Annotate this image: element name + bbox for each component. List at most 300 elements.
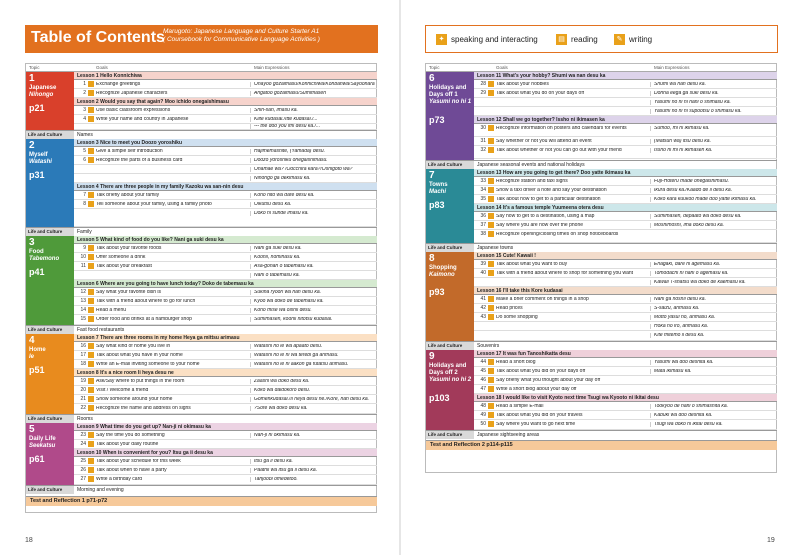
goal-number: 18: [80, 361, 86, 367]
goal-number: 42: [480, 305, 486, 311]
table-row: [474, 420, 777, 430]
main-expression: Watashi no ie wa apaato desu.: [250, 344, 375, 349]
life-culture-label: Life and Culture: [26, 414, 74, 423]
topic-name-jp: Seekatsu: [29, 443, 56, 449]
speaking-icon: [488, 147, 494, 153]
table-row: [74, 209, 377, 227]
goal-text: Talk about what you did on your days off: [496, 369, 586, 374]
goal-number: 19: [80, 378, 86, 384]
main-expression: Koko wa daidokoro desu.: [250, 388, 375, 393]
topic-title: [29, 85, 56, 99]
life-culture-label: Life and Culture: [426, 160, 474, 169]
topic-name: Japanese: [29, 85, 57, 91]
table-row: [74, 147, 377, 156]
table-row: [74, 386, 377, 395]
main-expression: Watashi no ie ni aakon ga futatsu arimasu.: [250, 362, 375, 367]
table-row: [474, 313, 777, 322]
main-expression: Yasumi no hi ni supootsu o shimasu ka.: [650, 109, 775, 114]
table-row: [74, 297, 377, 306]
title-bar: [25, 25, 378, 53]
topic-page: p21: [29, 103, 45, 113]
reading-icon: [488, 178, 494, 184]
topic-number: 6: [429, 73, 435, 84]
goal-number: 2: [83, 90, 86, 96]
goal-number: 14: [80, 307, 86, 313]
speaking-icon: [488, 213, 494, 219]
main-expression: Mata ikimasu ka.: [650, 369, 775, 374]
goal-number: 4: [83, 116, 86, 122]
topic-title: [429, 182, 448, 196]
table-row: [474, 107, 777, 116]
speaking-icon: [488, 368, 494, 374]
goal-text: Write an E-mail inviting someone to your home: [96, 362, 200, 367]
life-culture-label: Life and Culture: [26, 485, 74, 494]
main-expression: Sukina ryoori wa nan desu ka.: [250, 290, 375, 295]
goal-number: 44: [480, 359, 486, 365]
main-expression: Nani ga suki desu ka.: [250, 246, 375, 251]
topic-title: [429, 265, 457, 279]
goal-number: 47: [480, 386, 486, 392]
goal-text: Say where you are now over the phone: [496, 223, 583, 228]
goal-number: 8: [83, 201, 86, 207]
topic-name-jp: Machi: [429, 189, 447, 195]
goal-text: Show a taxi driver a note and say your destination: [496, 188, 607, 193]
topic-name-jp: Ie: [29, 354, 35, 360]
table-row: [74, 306, 377, 315]
table-row: [74, 475, 377, 485]
main-expression: Itsu ga ii desu ka.: [250, 459, 375, 464]
table-row: [474, 195, 777, 204]
speaking-icon: [88, 298, 94, 304]
main-expression: --- the doo you imi desu ka./...: [250, 124, 375, 129]
table-row: [474, 80, 777, 89]
speaking-icon: [88, 263, 94, 269]
goal-text: Recognize the parts of a business card: [96, 158, 183, 163]
goal-number: 48: [480, 403, 486, 409]
topic-number: 2: [29, 140, 35, 151]
topic-page: p51: [29, 365, 45, 375]
main-expression: Doko ni sunde imasu ka.: [250, 211, 375, 216]
topic-name: Myself: [29, 152, 48, 158]
speaking-icon: [88, 396, 94, 402]
topic-title: [29, 436, 56, 450]
life-culture-label: Life and Culture: [426, 430, 474, 439]
subtitle-line: ( Coursebook for Communicative Language Activities ): [163, 36, 320, 43]
table-row: [74, 156, 377, 165]
main-expression: Tomodachi ni nani o agemasu ka.: [650, 271, 775, 276]
goal-text: Exchange greetings: [96, 82, 141, 87]
topic-title: [29, 152, 52, 166]
topic-title: [429, 363, 474, 384]
goal-number: 23: [80, 432, 86, 438]
main-expression: Nani ga hoshii desu ka.: [650, 297, 775, 302]
topic-name-jp: Kaimono: [429, 272, 455, 278]
topic-name: Food: [29, 249, 44, 255]
table-row: [74, 288, 377, 297]
table-row: [74, 106, 377, 115]
speaking-icon: [488, 421, 494, 427]
goal-number: 20: [80, 387, 86, 393]
goal-text: Talk about what you do on your days off: [496, 91, 585, 96]
lesson-heading: Lesson 10 When is convenient for you? Itsu ga ii desu ka: [74, 449, 377, 457]
legend: [425, 25, 778, 53]
lesson-heading: Lesson 18 I would like to visit Kyoto next time Tsugi wa Kyooto ni ikitai desu: [474, 394, 777, 402]
goal-number: 26: [80, 467, 86, 473]
speaking-icon: [88, 254, 94, 260]
goal-number: 40: [480, 270, 486, 276]
lesson-heading: Lesson 2 Would you say that again? Moo ichido onegaishimasu: [74, 98, 377, 106]
main-expression: Shumi wa nan desu ka.: [650, 82, 775, 87]
goal-text: Talk about how to get to a particular destination: [496, 197, 601, 202]
goal-text: Say what your favorite dish is: [96, 290, 162, 295]
legend-label: speaking and interacting: [451, 35, 538, 44]
goal-text: Write your name and country in Japanese: [96, 117, 189, 122]
goal-number: 12: [80, 289, 86, 295]
goal-text: Recognize station and taxi signs: [496, 179, 568, 184]
table-row: [474, 89, 777, 98]
goal-text: Talk about your breakfast: [96, 264, 152, 269]
main-expression: Tookyoo de nani o shimashita ka.: [650, 404, 775, 409]
main-expression: Kabuki wa doo deshita ka.: [650, 413, 775, 418]
goal-text: Ask/Say where to put things in the room: [96, 379, 185, 384]
goal-number: 32: [480, 147, 486, 153]
goal-text: Talk with a friend about where to shop for something you want: [496, 271, 634, 276]
main-expression: Yasumi no hi ni nani o shimasu ka.: [650, 100, 775, 105]
goal-text: Talk about your schedule for this week: [96, 459, 181, 464]
main-expression: Tsugi wa doko ni ikitai desu ka.: [650, 422, 775, 427]
table-row: [74, 377, 377, 386]
topic-page: p73: [429, 115, 445, 125]
table-row: [474, 304, 777, 313]
page-title: Table of Contents: [31, 29, 165, 46]
lesson-heading: Lesson 4 There are three people in my family Kazoku wa san-nin desu: [74, 183, 377, 191]
lesson-heading: Lesson 11 What's your hobby? Shumi wa nan desu ka: [474, 72, 777, 80]
topic-page: p41: [29, 267, 45, 277]
goal-number: 24: [80, 441, 86, 447]
lesson-heading: Lesson 7 There are three rooms in my home Heya ga mittsu arimasu: [74, 334, 377, 342]
topic-page: p61: [29, 454, 45, 464]
life-culture-topic: Japanese seasonal events and national holidays: [474, 160, 777, 169]
goal-text: Talk about what you did on your travels: [496, 413, 583, 418]
topic-9: [426, 350, 474, 438]
table-row: [474, 98, 777, 107]
goal-number: 31: [480, 138, 486, 144]
table-row: [74, 115, 377, 124]
speaking-icon: [488, 187, 494, 193]
lesson-heading: Lesson 12 Shall we go together? Issho ni ikimasen ka: [474, 116, 777, 124]
header-topic: Topic: [429, 65, 440, 70]
goal-text: Talk about your hobbies: [496, 82, 549, 87]
lesson-heading: Lesson 5 What kind of food do you like? Nani ga suki desu ka: [74, 236, 377, 244]
topic-title: [29, 347, 46, 361]
speaking-icon: [88, 441, 94, 447]
page-number: 18: [25, 537, 33, 544]
legend-item: [614, 34, 652, 45]
lesson-heading: Lesson 16 I'll take this Kore kudasai: [474, 287, 777, 295]
writing-icon: [88, 361, 94, 367]
goal-number: 11: [80, 263, 86, 269]
header-goals: Goals: [496, 65, 508, 70]
topic-number: 1: [29, 73, 35, 84]
table-row: [474, 146, 777, 159]
goal-number: 25: [80, 458, 86, 464]
goal-number: 17: [80, 352, 86, 358]
topic-number: 3: [29, 237, 35, 248]
table-row: [474, 385, 777, 394]
table-row: [74, 262, 377, 271]
table-row: [74, 395, 377, 404]
lesson-heading: Lesson 15 Cute! Kawaii !: [474, 252, 777, 260]
goal-number: 46: [480, 377, 486, 383]
goal-number: 9: [83, 245, 86, 251]
header-goals: Goals: [96, 65, 108, 70]
goal-text: Order food and drinks at a hamburger shop: [96, 317, 192, 322]
header-expressions: Main Expressions: [654, 65, 690, 70]
speaking-icon: [488, 377, 494, 383]
table-row: [74, 200, 377, 209]
speaking-icon: [88, 352, 94, 358]
topic-number: 4: [29, 335, 35, 346]
life-culture-topic: Family: [74, 227, 377, 236]
goal-text: Say the time you do something: [96, 433, 165, 438]
table-row: [74, 466, 377, 475]
goal-text: Say where you want to go next time: [496, 422, 576, 427]
life-culture-topic: Fast food restaurants: [74, 325, 377, 334]
goal-text: Talk briefly about your family: [96, 193, 160, 198]
goal-text: Visit / Welcome a friend: [96, 388, 149, 393]
topic-number: 8: [429, 253, 435, 264]
goal-text: Talk about your daily routine: [96, 442, 159, 447]
speaking-icon: [88, 289, 94, 295]
topic-name-jp: Yasumi no hi 1: [429, 99, 472, 105]
main-expression: Kite mitemo ii desu ka.: [650, 333, 775, 338]
goal-number: 3: [83, 107, 86, 113]
main-expression: Ohayoo gozaimasu/Konnichiwa/Konbanwa/Sayoonara: [250, 82, 375, 87]
lesson-heading: Lesson 14 It's a famous temple Yuumeena otera desu: [474, 204, 777, 212]
topic-7: [426, 169, 474, 249]
main-expression: Zaashi wa doko desu ka.: [250, 379, 375, 384]
goal-number: 34: [480, 187, 486, 193]
lesson-heading: Lesson 6 Where are you going to have lunch today? Doko de tabemasu ka: [74, 280, 377, 288]
speaking-icon: [488, 196, 494, 202]
speaking-icon: [88, 378, 94, 384]
main-expression: Ikura desu ka./Kaado de ii desu ka.: [650, 188, 775, 193]
legend-item: [556, 34, 598, 45]
speaking-icon: [88, 148, 94, 154]
main-expression: Donna eega ga suki desu ka.: [650, 91, 775, 96]
goal-text: Give a simple self introduction: [96, 149, 163, 154]
table-row: [74, 89, 377, 98]
goal-text: Talk about whether or not you can go out with your friend: [496, 148, 622, 153]
goal-number: 49: [480, 412, 486, 418]
contents-table-left: [25, 63, 377, 513]
legend-label: reading: [571, 35, 598, 44]
topic-name-jp: Nihongo: [29, 92, 54, 98]
topic-name-jp: Yasumi no hi 2: [429, 377, 472, 383]
life-culture-label: Life and Culture: [26, 227, 74, 236]
speaking-icon: [488, 412, 494, 418]
table-row: [74, 80, 377, 89]
life-culture-topic: Japanese sightseeing areas: [474, 430, 777, 439]
goal-number: 36: [480, 213, 486, 219]
goal-number: 6: [83, 157, 86, 163]
goal-text: Talk about when to have a party: [96, 468, 167, 473]
main-expression: Nani o tabemasu ka.: [250, 273, 375, 278]
speaking-icon: [488, 90, 494, 96]
table-row: [74, 253, 377, 262]
main-expression: Hajimemashite, (Yamada) desu.: [250, 149, 375, 154]
speaking-icon: [488, 138, 494, 144]
goal-text: Make a brief comment on things in a shop: [496, 297, 589, 302]
legend-item: [436, 34, 538, 45]
goal-text: Talk about your favorite foods: [96, 246, 162, 251]
goal-number: 21: [80, 396, 86, 402]
speaking-icon: [88, 343, 94, 349]
main-expression: Onamae wa? /Oocchira kara?/Oshigoto wa?: [250, 167, 375, 172]
main-expression: Tanjoobi omedetoo.: [250, 477, 375, 482]
goal-number: 37: [480, 222, 486, 228]
main-expression: Koohii, nominasu ka.: [250, 255, 375, 260]
table-row: [74, 165, 377, 174]
speaking-icon: [88, 107, 94, 113]
speaking-icon: [88, 458, 94, 464]
reading-icon: [488, 359, 494, 365]
main-expression: ?Sore wa doko desu ka.: [250, 406, 375, 411]
main-expression: Kono hito wa dare desu ka.: [250, 193, 375, 198]
life-culture-label: Life and Culture: [426, 243, 474, 252]
goal-text: Read a short blog: [496, 360, 536, 365]
reading-icon: ▤: [556, 34, 567, 45]
writing-icon: [488, 386, 494, 392]
goal-text: Tell someone about your family, using a family photo: [96, 202, 212, 207]
life-culture-topic: Names: [74, 130, 377, 139]
goal-text: Offer someone a drink: [96, 255, 146, 260]
table-header: [26, 64, 376, 72]
reading-icon: [488, 231, 494, 237]
main-expression: S-saizu, arimasu ka.: [650, 306, 775, 311]
goal-number: 5: [83, 148, 86, 154]
reading-icon: [488, 403, 494, 409]
goal-number: 13: [80, 298, 86, 304]
table-row: [474, 260, 777, 269]
table-row: [74, 431, 377, 440]
goal-text: Read prices: [496, 306, 523, 311]
table-row: [74, 174, 377, 183]
table-row: [474, 331, 777, 341]
goal-number: 7: [83, 192, 86, 198]
goal-number: 38: [480, 231, 486, 237]
goal-number: 15: [80, 316, 86, 322]
main-expression: Kono mise wa oishii desu.: [250, 308, 375, 313]
reading-icon: [88, 90, 94, 96]
goal-text: Use basic classroom expressions: [96, 108, 171, 113]
speaking-icon: ✦: [436, 34, 447, 45]
goal-text: Talk about what you want to buy: [496, 262, 568, 267]
topic-number: 5: [29, 424, 35, 435]
main-expression: Paathii wa itsu ga ii desu ka.: [250, 468, 375, 473]
topic-name: Holidays and Days off 2: [429, 363, 467, 376]
main-expression: Oikutsu desu ka.: [250, 202, 375, 207]
main-expression: (Matsuri wa) itsu desu ka.: [650, 139, 775, 144]
speaking-icon: [488, 270, 494, 276]
main-expression: Nan-ji ni okimasu ka.: [250, 433, 375, 438]
goal-number: 27: [80, 476, 86, 482]
goal-text: Write a birthday card: [96, 477, 143, 482]
life-culture-topic: Morning and evening: [74, 485, 377, 494]
lesson-heading: Lesson 13 How are you going to get there? Doo yatte ikimasu ka: [474, 169, 777, 177]
goal-text: Recognize information on posters and calendars for events: [496, 126, 627, 131]
goal-text: Talk with a friend about where to go for lunch: [96, 299, 196, 304]
reading-icon: [488, 125, 494, 131]
table-row: [474, 186, 777, 195]
test-reflection: Test and Reflection 1 p71-p72: [26, 496, 377, 506]
goal-number: 43: [480, 314, 486, 320]
speaking-icon: [88, 432, 94, 438]
speaking-icon: [488, 222, 494, 228]
speaking-icon: [88, 387, 94, 393]
main-expression: Kawaii T-shatsu wa doko de kaemasu ka.: [650, 280, 775, 285]
topic-number: 7: [429, 170, 435, 181]
goal-number: 50: [480, 421, 486, 427]
main-expression: Motto yasui no, arimasu ka.: [650, 315, 775, 320]
table-row: [74, 457, 377, 466]
lesson-heading: Lesson 1 Hello Konnichiwa: [74, 72, 377, 80]
table-row: [474, 212, 777, 221]
main-expression: Moshimoshi, ima doko desu ka.: [650, 223, 775, 228]
goal-text: Write a short blog about your day off: [496, 387, 577, 392]
goal-number: 33: [480, 178, 486, 184]
goal-number: 10: [80, 254, 86, 260]
topic-name: Shopping: [429, 265, 457, 271]
main-expression: Sumimasen, koohii hitotsu kudasai.: [250, 317, 375, 322]
goal-text: Talk about what you have in your home: [96, 353, 183, 358]
life-culture-topic: Japanese towns: [474, 243, 777, 252]
table-row: [74, 351, 377, 360]
table-row: [474, 137, 777, 146]
topic-1: [26, 72, 74, 130]
reading-icon: [88, 157, 94, 163]
goal-number: 30: [480, 125, 486, 131]
subtitle: [163, 28, 375, 44]
table-row: [474, 376, 777, 385]
main-expression: Shin-san, imasu ka.: [250, 108, 375, 113]
main-expression: Arigatoo gozaimasu/Sumimasen: [250, 91, 375, 96]
table-row: [74, 244, 377, 253]
reading-icon: [88, 405, 94, 411]
lesson-heading: Lesson 3 Nice to meet you Doozo yoroshiku: [74, 139, 377, 147]
goal-number: 41: [480, 296, 486, 302]
topic-name: Daily Life: [29, 436, 56, 442]
table-row: [474, 295, 777, 304]
topic-title: [429, 85, 474, 106]
goal-number: 29: [480, 90, 486, 96]
table-row: [474, 411, 777, 420]
main-expression: Yasumi wa doo deshita ka.: [650, 360, 775, 365]
main-expression: Doozo yoroshiku onegaishimasu.: [250, 158, 375, 163]
speaking-icon: [88, 316, 94, 322]
topic-page: p93: [429, 287, 445, 297]
main-expression: Watashi no ie ni wa terebi ga arimasu.: [250, 353, 375, 358]
legend-label: writing: [629, 35, 653, 44]
header-expressions: Main Expressions: [254, 65, 290, 70]
table-row: [74, 191, 377, 200]
writing-icon: [88, 476, 94, 482]
life-culture-topic: Souvenirs: [474, 341, 777, 350]
writing-icon: ✎: [614, 34, 625, 45]
gutter: [399, 0, 401, 555]
main-expression: Gomenkudasai./Ii heya desu ne./Kore, nan desu ka.: [250, 397, 375, 402]
table-row: [474, 269, 777, 278]
